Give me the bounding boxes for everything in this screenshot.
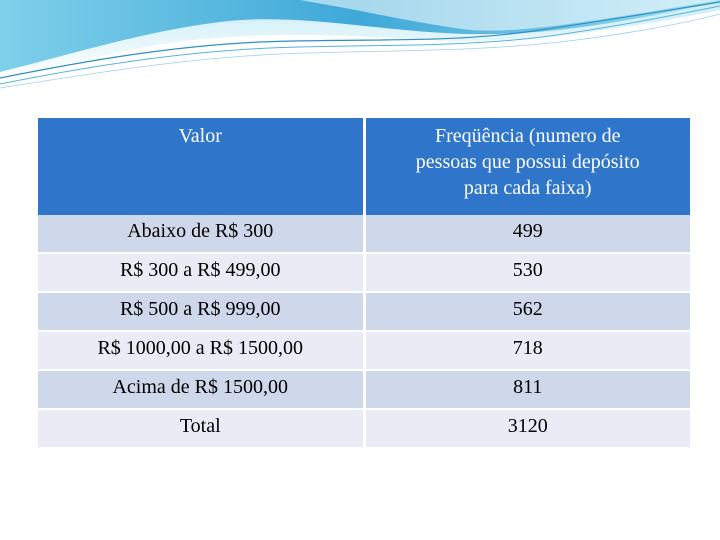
header-frequencia-line-2: pessoas que possui depósito — [415, 151, 640, 173]
frequency-table — [38, 118, 690, 447]
cell-valor: R$ 1000,00 a R$ 1500,00 — [38, 331, 364, 370]
cell-frequencia: 811 — [364, 370, 690, 409]
cell-valor: R$ 300 a R$ 499,00 — [38, 253, 364, 292]
cell-total-label: Total — [38, 409, 364, 447]
header-valor: Valor — [38, 118, 364, 215]
table-row — [38, 370, 690, 409]
cell-frequencia: 530 — [364, 253, 690, 292]
table-row — [38, 253, 690, 292]
cell-frequencia: 718 — [364, 331, 690, 370]
cell-total-value: 3120 — [364, 409, 690, 447]
cell-frequencia: 562 — [364, 292, 690, 331]
cell-frequencia: 499 — [364, 215, 690, 253]
header-frequencia-line-1: Freqüência (numero de — [435, 125, 621, 147]
table-row — [38, 292, 690, 331]
table-row — [38, 331, 690, 370]
cell-valor: R$ 500 a R$ 999,00 — [38, 292, 364, 331]
header-frequencia — [364, 118, 690, 215]
table-row — [38, 215, 690, 253]
table-header-row — [38, 118, 690, 215]
table-row-total — [38, 409, 690, 447]
decorative-wave-banner — [0, 0, 720, 90]
cell-valor: Acima de R$ 1500,00 — [38, 370, 364, 409]
header-frequencia-line-3: para cada faixa) — [463, 177, 592, 199]
cell-valor: Abaixo de R$ 300 — [38, 215, 364, 253]
